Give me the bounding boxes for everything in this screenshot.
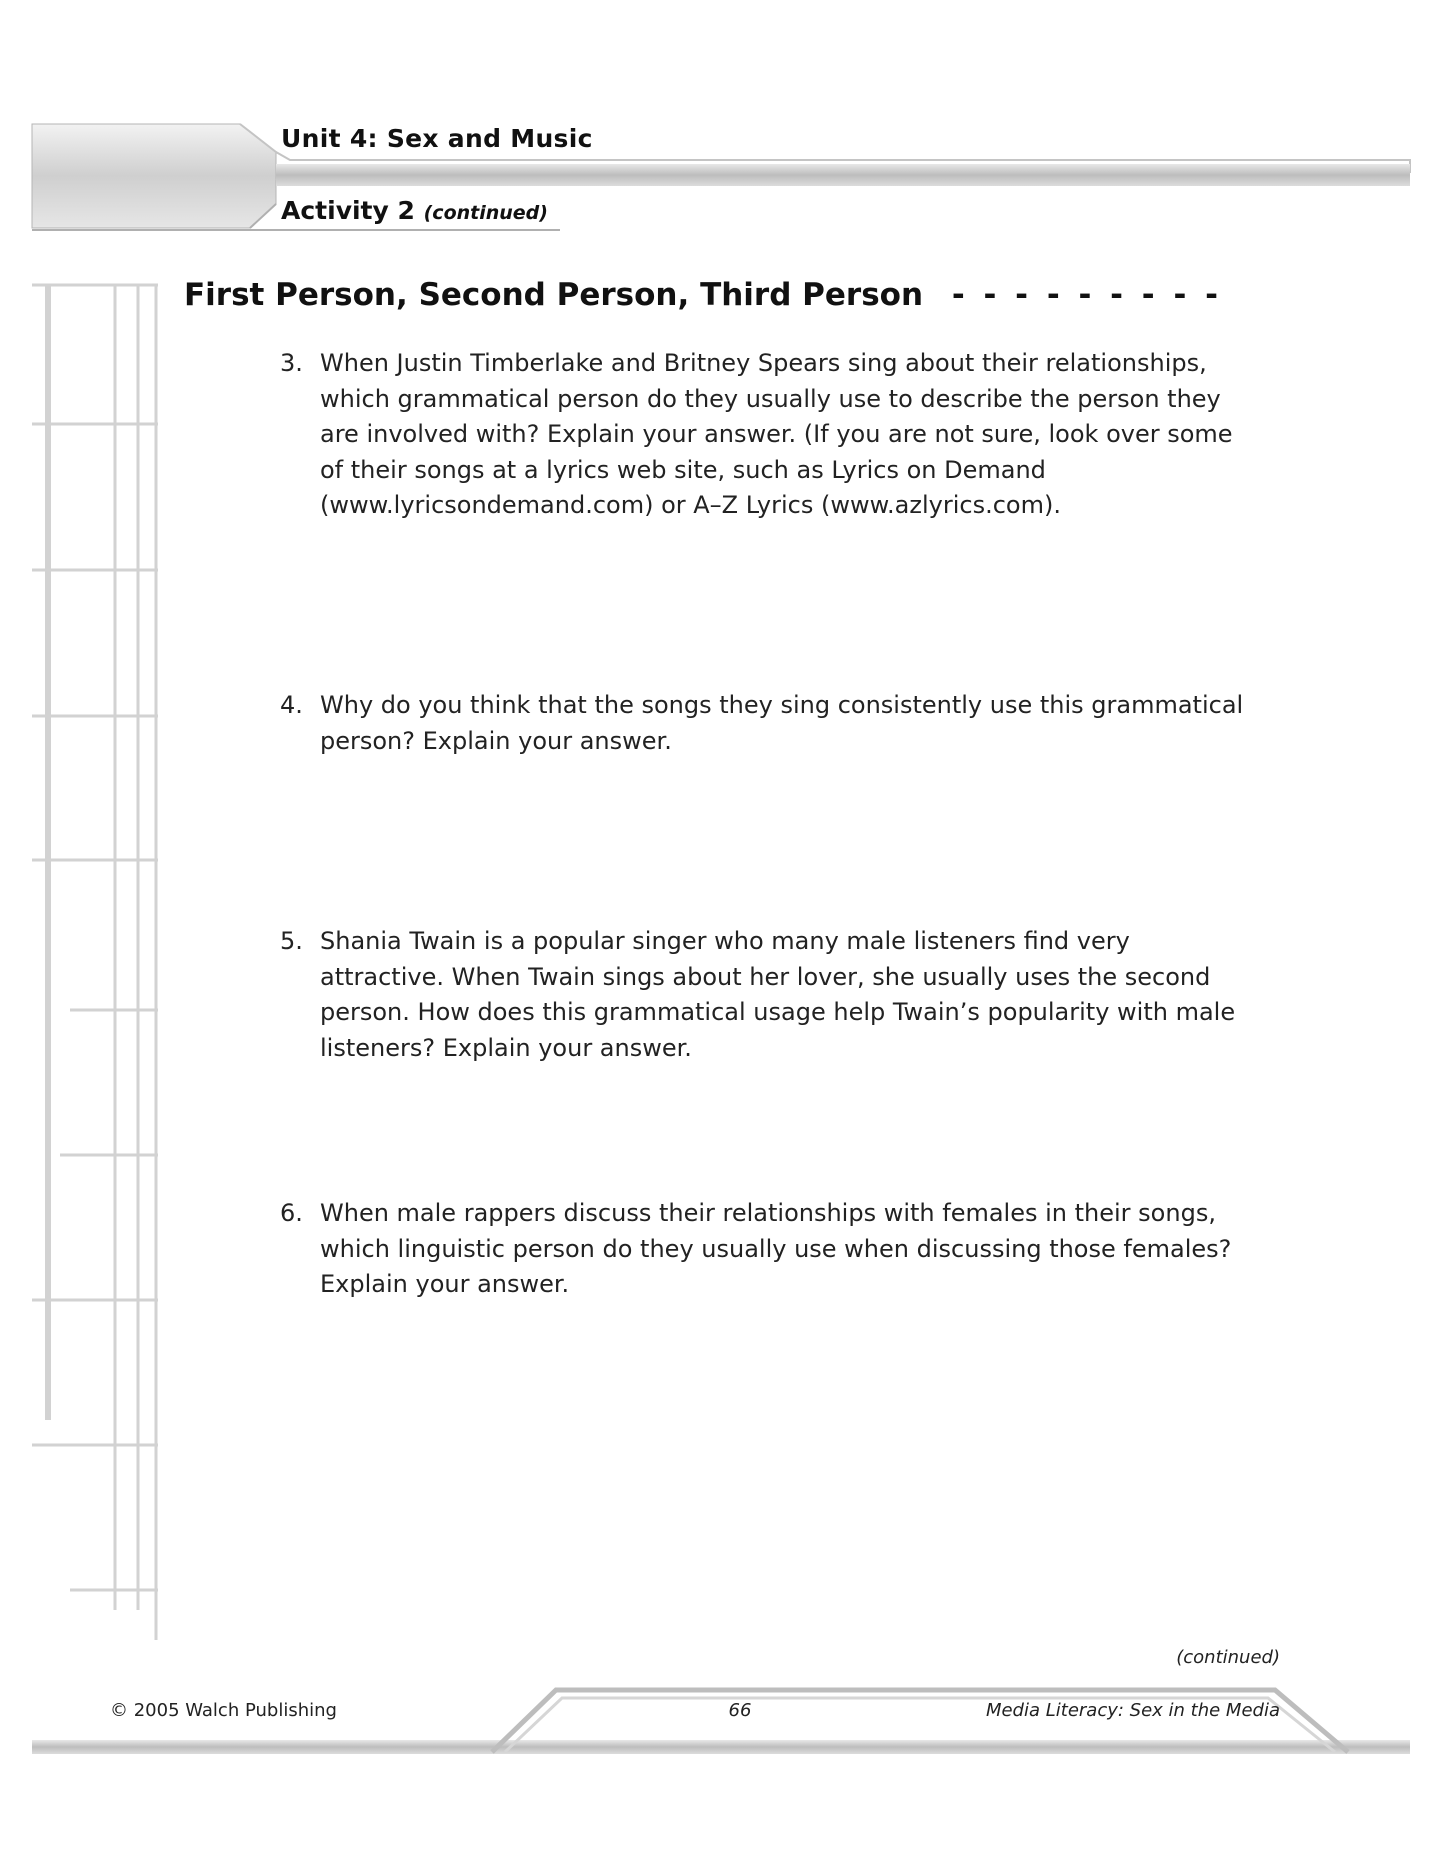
question-item — [280, 688, 1260, 759]
question-text: Why do you think that the songs they sing consistently use this grammatical person? Explain your answer. — [320, 691, 1244, 755]
continued-note: (continued) — [1176, 1647, 1280, 1668]
activity-continued-label: (continued) — [423, 202, 548, 224]
question-number: 4. — [280, 691, 303, 719]
left-grid-decoration — [32, 285, 158, 1640]
question-text: When Justin Timberlake and Britney Spears sing about their relationships, which grammatical person do they usually use to describe the person they are involved with? Explain your answer. (If you are not sure, look over some of their songs at a lyrics web site, such as Lyrics on Demand (www.lyricsondemand.com) or A–Z Lyrics (www.azlyrics.com). — [320, 349, 1233, 519]
footer-book-title: Media Literacy: Sex in the Media — [985, 1700, 1280, 1721]
question-item — [280, 924, 1260, 1066]
question-number: 3. — [280, 349, 303, 377]
question-item — [280, 346, 1260, 524]
question-item — [280, 1196, 1260, 1303]
activity-title — [281, 196, 548, 225]
footer-page-number: 66 — [728, 1700, 752, 1721]
question-text: When male rappers discuss their relationships with females in their songs, which linguistic person do they usually use when discussing those females? Explain your answer. — [320, 1199, 1232, 1298]
section-title-text: First Person, Second Person, Third Person — [184, 277, 924, 313]
question-number: 6. — [280, 1199, 303, 1227]
question-text: Shania Twain is a popular singer who many male listeners find very attractive. When Twain sings about her lover, she usually uses the second person. How does this grammatical usage help Twain’s popularity with male listeners? Explain your answer. — [320, 927, 1236, 1062]
footer-copyright: © 2005 Walch Publishing — [110, 1700, 337, 1721]
section-title — [184, 277, 1222, 313]
activity-label: Activity 2 — [281, 196, 415, 225]
section-title-dashes: - - - - - - - - - — [951, 277, 1222, 313]
question-number: 5. — [280, 927, 303, 955]
header-banner — [32, 124, 1410, 230]
unit-title: Unit 4: Sex and Music — [281, 124, 593, 153]
